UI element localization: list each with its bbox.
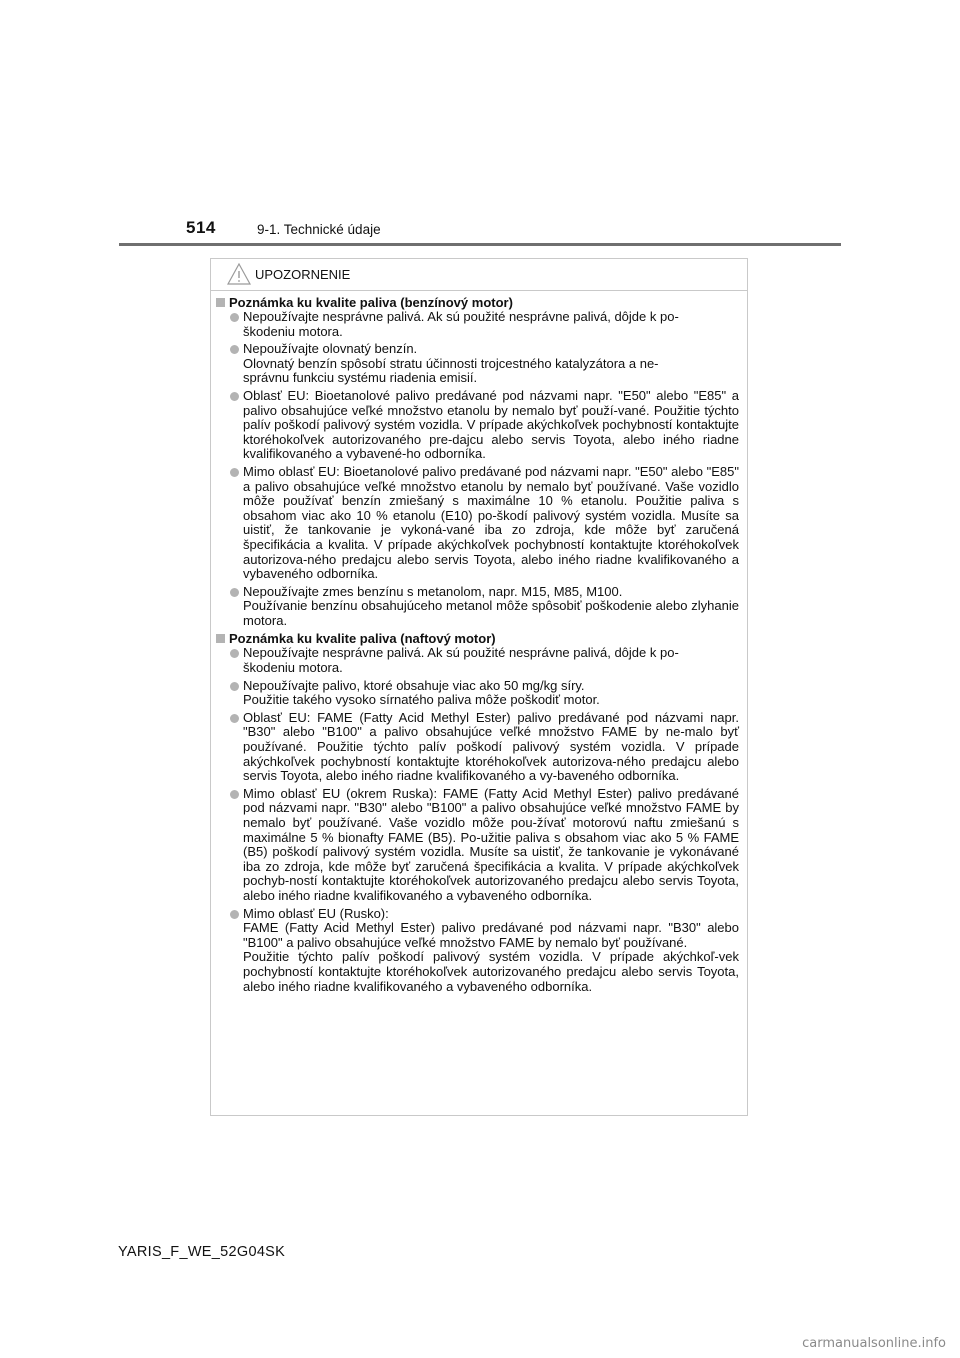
list-item [216, 389, 739, 462]
section-heading-text: Poznámka ku kvalite paliva (benzínový motor) [229, 295, 513, 310]
list-item-text: Oblasť EU: Bioetanolové palivo predávané pod názvami napr. "E50" alebo "E85" a palivo obsahujúce veľké množstvo etanolu by nemalo byť použí-vané. Použitie týchto palív poškodí palivový systém vozidla. V prípade akýchkoľvek pochybností kontaktujte ktoréhokoľvek autorizovaného pre-dajcu alebo servis Toyota, alebo iného riadne kvalifikovaného a vybavené-ho odborníka. [243, 387, 739, 462]
round-bullet-icon [230, 910, 239, 919]
list-item-text: Nepoužívajte palivo, ktoré obsahuje viac ako 50 mg/kg síry. Použitie takého vysoko sírnatého paliva môže poškodiť motor. [243, 677, 600, 708]
petrol-notes-list [216, 310, 739, 628]
list-item-text: Nepoužívajte olovnatý benzín. Olovnatý benzín spôsobí stratu účinnosti trojcestného katalyzátora a ne- správnu funkciu systému riadenia emisií. [243, 341, 659, 386]
section-heading-diesel [216, 631, 739, 646]
list-item [216, 585, 739, 629]
list-item-text: Mimo oblasť EU (Rusko): FAME (Fatty Acid Methyl Ester) palivo predávané pod názvami napr. "B30" alebo "B100" a palivo obsahujúce veľké množstvo FAME by nemalo byť používané. Použitie týchto palív poškodí palivový systém vozidla. V prípade akýchkoľ-vek pochybností kontaktujte ktoréhokoľvek autorizovaného predajcu alebo servis Toyota, alebo iného riadne kvalifikovaného a vybaveného odborníka. [243, 905, 739, 994]
list-item-text: Nepoužívajte zmes benzínu s metanolom, napr. M15, M85, M100. Používanie benzínu obsahujúceho metanol môže spôsobiť poškodenie alebo zlyhanie motora. [243, 583, 739, 628]
list-item-text: Nepoužívajte nesprávne palivá. Ak sú použité nesprávne palivá, dôjde k po- škodeniu motora. [243, 309, 679, 339]
section-heading-petrol [216, 295, 739, 310]
warning-body [211, 291, 747, 994]
round-bullet-icon [230, 468, 239, 477]
round-bullet-icon [230, 790, 239, 799]
section-title: 9-1. Technické údaje [257, 222, 381, 237]
watermark-link[interactable]: carmanualsonline.info [802, 1336, 946, 1351]
round-bullet-icon [230, 345, 239, 354]
warning-header [211, 259, 747, 291]
list-item [216, 310, 739, 339]
list-item-text: Nepoužívajte nesprávne palivá. Ak sú použité nesprávne palivá, dôjde k po- škodeniu motora. [243, 645, 679, 676]
list-item-text: Mimo oblasť EU (okrem Ruska): FAME (Fatty Acid Methyl Ester) palivo predávané pod názvami napr. "B30" alebo "B100" a palivo obsahujúce veľké množstvo FAME by nemalo byť používané. Vaše vozidlo môže pou-žívať motorovú naftu zmiešanú s maximálne 5 % bionafty FAME (B5). Po-užitie paliva s obsahom viac ako 5 % FAME (B5) poškodí palivový systém vozidla. Musíte sa uistiť, že tankovanie je vykonávané iba zo zdroja, kde môže byť zaručená špecifikácia a kvalita. V prípade akýchkoľvek pochyb-ností kontaktujte ktoréhokoľvek autorizovaného predajcu alebo servis Toyota, alebo iného riadne kvalifikovaného a vybaveného odborníka. [243, 785, 739, 903]
list-item [216, 679, 739, 708]
header-rule [119, 243, 841, 246]
list-item [216, 465, 739, 582]
list-item [216, 342, 739, 386]
round-bullet-icon [230, 313, 239, 322]
document-code: YARIS_F_WE_52G04SK [118, 1244, 286, 1260]
list-item-text: Mimo oblasť EU: Bioetanolové palivo predávané pod názvami napr. "E50" alebo "E85" a palivo obsahujúce veľké množstvo etanolu by nemalo byť používané. Vaše vozidlo môže používať benzín zmiešaný s maximálne 10 % etanolu. Použitie paliva s obsahom viac ako 10 % etanolu (E10) po-škodí palivový systém vozidla. Musíte sa uistiť, že tankovanie je vykoná-vané iba zo zdroja, kde môže byť zaručená špecifikácia a kvalita. V prípade akýchkoľvek pochybností kontaktujte ktoréhokoľvek autorizova-ného predajcu alebo servis Toyota, alebo iného riadne kvalifikovaného a vybaveného odborníka. [243, 463, 739, 582]
round-bullet-icon [230, 649, 239, 658]
round-bullet-icon [230, 392, 239, 401]
page-number: 514 [186, 218, 216, 237]
round-bullet-icon [230, 682, 239, 691]
list-item [216, 646, 739, 675]
square-bullet-icon [216, 298, 225, 307]
warning-box [210, 258, 748, 1116]
list-item [216, 787, 739, 904]
warning-triangle-icon [227, 263, 251, 285]
diesel-notes-list [216, 646, 739, 994]
square-bullet-icon [216, 634, 225, 643]
round-bullet-icon [230, 714, 239, 723]
round-bullet-icon [230, 588, 239, 597]
list-item [216, 907, 739, 995]
list-item-text: Oblasť EU: FAME (Fatty Acid Methyl Ester) palivo predávané pod názvami napr. "B30" alebo "B100" a palivo obsahujúce veľké množstvo FAME by ne-malo byť používané. Použitie týchto palív poškodí palivový systém vozidla. V prípade akýchkoľvek pochybností kontaktujte ktoréhokoľvek autorizova-ného predajcu alebo servis Toyota, alebo iného riadne kvalifikovaného a vy-baveného odborníka. [243, 709, 739, 784]
list-item [216, 711, 739, 784]
warning-title: UPOZORNENIE [255, 267, 351, 282]
section-heading-text: Poznámka ku kvalite paliva (naftový motor) [229, 631, 496, 647]
